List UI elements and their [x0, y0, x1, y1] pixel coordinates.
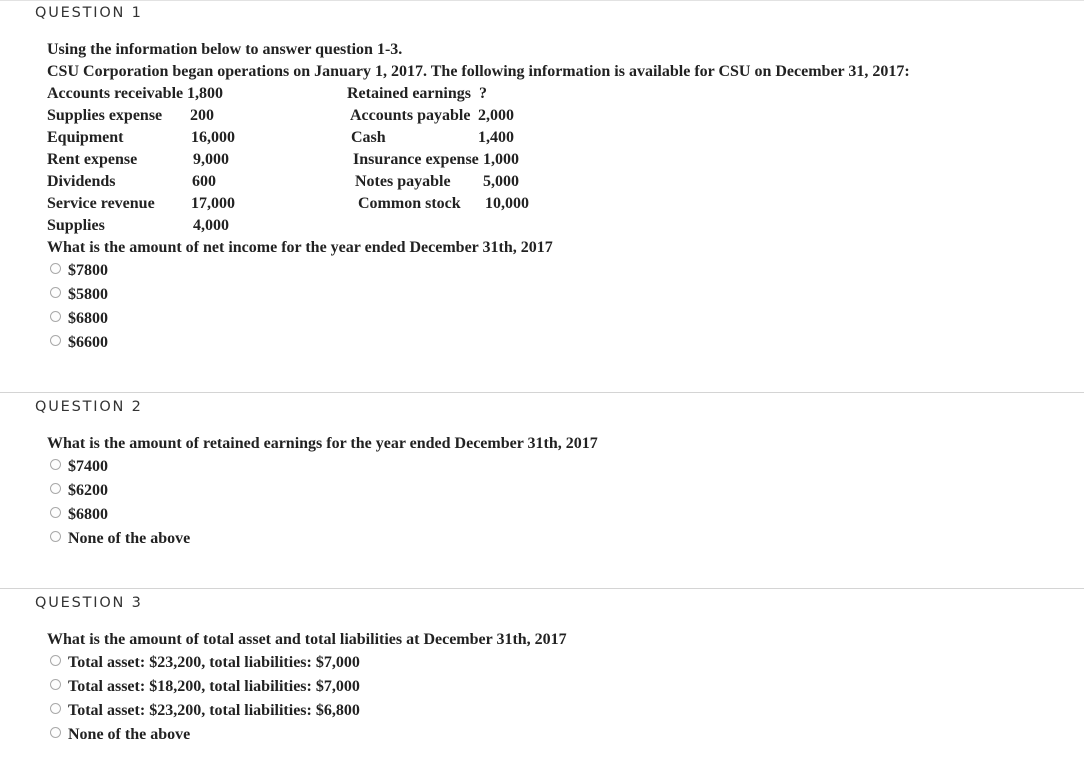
account-value: 17,000	[191, 195, 235, 212]
account-value: 1,800	[187, 85, 223, 102]
answer-radio[interactable]	[50, 287, 61, 298]
account-value: 9,000	[193, 151, 229, 168]
account-name: Supplies expense	[47, 107, 163, 124]
account-name: Cash	[351, 129, 386, 146]
answer-radio[interactable]	[50, 507, 61, 518]
answer-radio[interactable]	[50, 531, 61, 542]
account-value: 10,000	[485, 195, 529, 212]
answer-radio[interactable]	[50, 459, 61, 470]
answer-option-label[interactable]: None of the above	[68, 530, 191, 547]
account-value: 2,000	[478, 107, 514, 124]
answer-option-label[interactable]: $7800	[68, 262, 108, 279]
answer-radio[interactable]	[50, 483, 61, 494]
section-divider	[0, 588, 1084, 589]
answer-radio[interactable]	[50, 727, 61, 738]
answer-radio[interactable]	[50, 263, 61, 274]
answer-option-label[interactable]: $6800	[68, 310, 108, 327]
account-name: Notes payable	[355, 173, 451, 190]
account-value: 16,000	[191, 129, 235, 146]
answer-radio[interactable]	[50, 335, 61, 346]
account-value: 4,000	[193, 217, 229, 234]
account-value: 200	[190, 107, 214, 124]
answer-option-label[interactable]: $6200	[68, 482, 108, 499]
question-2-prompt: What is the amount of retained earnings for the year ended December 31th, 2017	[47, 435, 598, 452]
question-1-header: QUESTION 1	[35, 5, 143, 21]
answer-radio[interactable]	[50, 703, 61, 714]
answer-option-label[interactable]: $5800	[68, 286, 108, 303]
account-name: Insurance expense	[353, 151, 479, 168]
question-3-prompt: What is the amount of total asset and total liabilities at December 31th, 2017	[47, 631, 567, 648]
account-name: Retained earnings	[347, 85, 471, 102]
account-name: Supplies	[47, 217, 105, 234]
answer-option-label[interactable]: $7400	[68, 458, 108, 475]
account-name: Equipment	[47, 129, 124, 146]
answer-option-label[interactable]: Total asset: $18,200, total liabilities: $7,000	[68, 678, 360, 695]
section-divider	[0, 392, 1084, 393]
top-border	[0, 0, 1084, 1]
account-value: ?	[479, 85, 487, 102]
answer-option-label[interactable]: $6800	[68, 506, 108, 523]
question-1-context: CSU Corporation began operations on January 1, 2017. The following information is available for CSU on December 31, 2017:	[47, 63, 910, 80]
answer-radio[interactable]	[50, 311, 61, 322]
account-name: Dividends	[47, 173, 116, 190]
answer-option-label[interactable]: Total asset: $23,200, total liabilities: $7,000	[68, 654, 360, 671]
answer-radio[interactable]	[50, 655, 61, 666]
account-value: 600	[192, 173, 216, 190]
account-name: Common stock	[358, 195, 461, 212]
answer-option-label[interactable]: Total asset: $23,200, total liabilities: $6,800	[68, 702, 360, 719]
account-name: Accounts payable	[350, 107, 471, 124]
answer-option-label[interactable]: $6600	[68, 334, 108, 351]
account-value: 5,000	[483, 173, 519, 190]
question-3-header: QUESTION 3	[35, 595, 143, 611]
answer-option-label[interactable]: None of the above	[68, 726, 191, 743]
question-1-intro: Using the information below to answer question 1-3.	[47, 41, 403, 58]
account-value: 1,000	[483, 151, 519, 168]
account-name: Rent expense	[47, 151, 138, 168]
question-1-prompt: What is the amount of net income for the year ended December 31th, 2017	[47, 239, 553, 256]
account-name: Accounts receivable	[47, 85, 184, 102]
account-name: Service revenue	[47, 195, 155, 212]
account-value: 1,400	[478, 129, 514, 146]
answer-radio[interactable]	[50, 679, 61, 690]
question-2-header: QUESTION 2	[35, 399, 143, 415]
